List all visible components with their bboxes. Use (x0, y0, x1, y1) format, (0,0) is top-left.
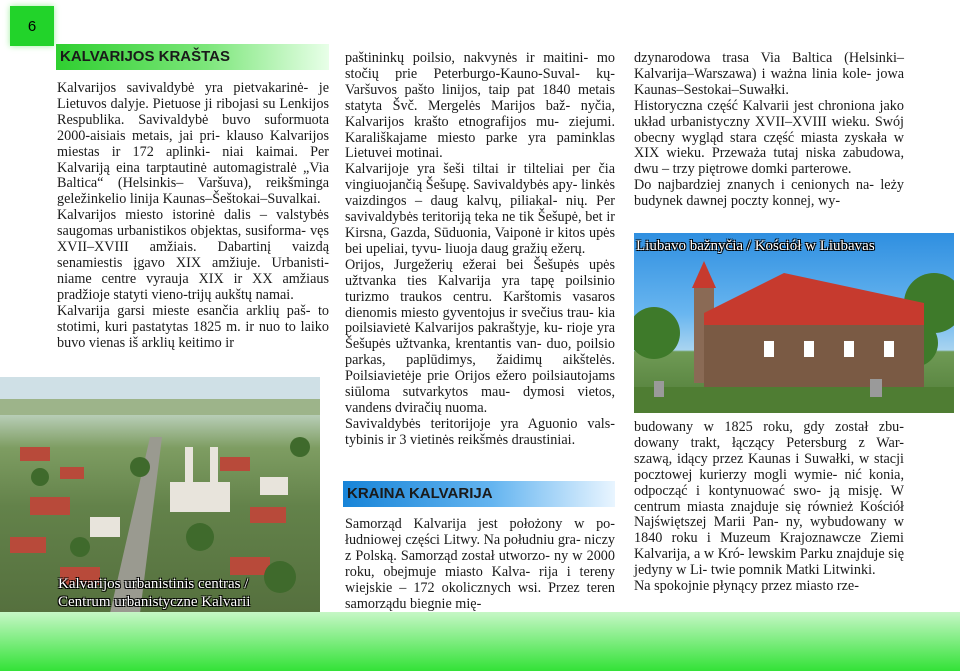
column-3-top-text (634, 51, 904, 210)
paragraph: Kalvarijoje yra šeši tiltai ir tilteliai per čia vingiuojančią Šešupę. Savivaldybės apy- linkės vaizdingos – daug kalvų, piliakal- nių. Per savivaldybės teritoriją teka ne tik Šešupė, bet ir Kirsna, Gazda, Sūduonia, Vaiponė ir kitos upės bei upeliai, tyvu- liuoja daug gražių ežerų. (345, 161, 615, 257)
paragraph: Na spokojnie płynący przez miasto rze- (634, 578, 859, 595)
section-heading-polish: KRAINA KALVARIJA (343, 481, 615, 507)
church-photo-caption: Liubavo bažnyčia / Kościół w Liubavas (636, 238, 875, 254)
church-photo (634, 233, 954, 413)
paragraph: paštininkų poilsio, nakvynės ir maitini- mo stočių prie Peterburgo-Kauno-Suval- kų-Varšuvos pašto linijos, taip pat 1840 metais statyta Švč. Mergelės Marijos baž- nyčia, Kalvarijos krašto etnografijos mu- ziejumi. Karališkajame miesto parke yra paminklas Lietuvei motinai. (345, 50, 615, 162)
paragraph: Do najbardziej znanych i cenionych na- leży budynek dawnej poczty konnej, wy- (634, 177, 904, 210)
paragraph: Samorząd Kalvarija jest położony w po- łudniowej części Litwy. Na południu gra- niczy z Polską. Samorząd został utworzo- ny w 2000 roku, obejmuje miasto Kalva- rija i tereny wiejskie – 172 okolicznych wsi. Przez teren samorządu biegnie mię- (345, 516, 615, 612)
column-2-polish-text (345, 517, 615, 612)
column-1-text (57, 81, 329, 351)
column-2-text (345, 51, 615, 449)
bottom-decorative-band (0, 612, 960, 671)
paragraph: Kalvarija garsi mieste esančia arklių paš- to stotimi, kuri pastatytas 1825 m. ir nuo to laiko buvo vienas iš arklių keitimo ir (57, 302, 329, 351)
paragraph: budowany w 1825 roku, gdy został zbu- dowany trakt, łączący Petersburg z War- szawą, idący przez Kaunas i Suwałki, w stacji pocztowej kurierzy mogli wymie- nić konia, odpocząć i kontynuować swo- ją misję. W centrum miasta znajduje się również Kościół Najświętszej Marii Pan- ny, wybudowany w 1840 roku i Muzeum Krajoznawcze Ziemi Kalvarija, a w Kró- lewskim Parku znajduje się jedyny w Li- twie pomnik Matki Litwinki. (634, 419, 904, 579)
column-3-bottom-text (634, 420, 904, 595)
section-heading-lithuanian: KALVARIJOS KRAŠTAS (56, 44, 329, 70)
church-illustration (634, 233, 954, 413)
page-number: 6 (10, 6, 54, 46)
paragraph: Savivaldybės teritorijoje yra Aguonio vals- tybinis ir 3 vietinės reikšmės draustiniai. (345, 415, 615, 448)
paragraph: dzynarodowa trasa Via Baltica (Helsinki– Kalvarija–Warszawa) i ważna linia kole- jowa Kaunas–Sestokai–Suwałki. (634, 50, 904, 98)
paragraph: Orijos, Jurgežerių ežerai bei Šešupės upės užtvanka ties Kalvarija yra tapę poilsinio turizmo traukos centru. Karštomis vasaros dienomis miesto gyventojus ir svečius trau- kia poilsiavietė Kalvarijos pakraštyje, ku- rioje yra Šešupės užtvanka, krentantis van- duo, poilsio parkas, paplūdimys, žaidimų aikštelės. Poilsiavietėje prie Orijos ežero poilsiautojams siūloma sutvarkytos mau- dymosi vietos, vandens dviračių nuoma. (345, 256, 615, 416)
paragraph: Kalvarijos savivaldybė yra pietvakarinė- je Lietuvos dalyje. Pietuose ji ribojasi su Lenkijos Respublika. Savivaldybė buvo suformuota 2000-aisiais metais, jai pri- klauso Kalvarijos miestas ir 172 aplinki- niai kaimai. Per Kalvariją eina tarptautinė automagistralė „Via Baltica“ (Helsinkis– Varšuva), reikšminga geležinkelio linija Kaunas–Šeštokai–Suvalkai. (57, 80, 329, 208)
paragraph: Historyczna część Kalvarii jest chroniona jako układ urbanistyczny XVII–XVIII wieku. Swój obecny wygląd stara część miasta zyskała w XIX wieku. Przeważa tutaj niska zabudowa, dwu – trzy piętrowe domki parterowe. (634, 97, 904, 178)
town-photo-caption: Kalvarijos urbanistinis centras / Centrum urbanistyczne Kalvarii (58, 576, 251, 610)
paragraph: Kalvarijos miesto istorinė dalis – valstybės saugomas urbanistikos objektas, susiforma- vęs XVII–XVIII amžiais. Dabartinį vaizdą senamiestis įgavo XIX amžiuje. Urbanisti- niame centre vyrauja XIX ir XX amžiaus pradžioje statyti vieno-trijų aukštų namai. (57, 207, 329, 303)
